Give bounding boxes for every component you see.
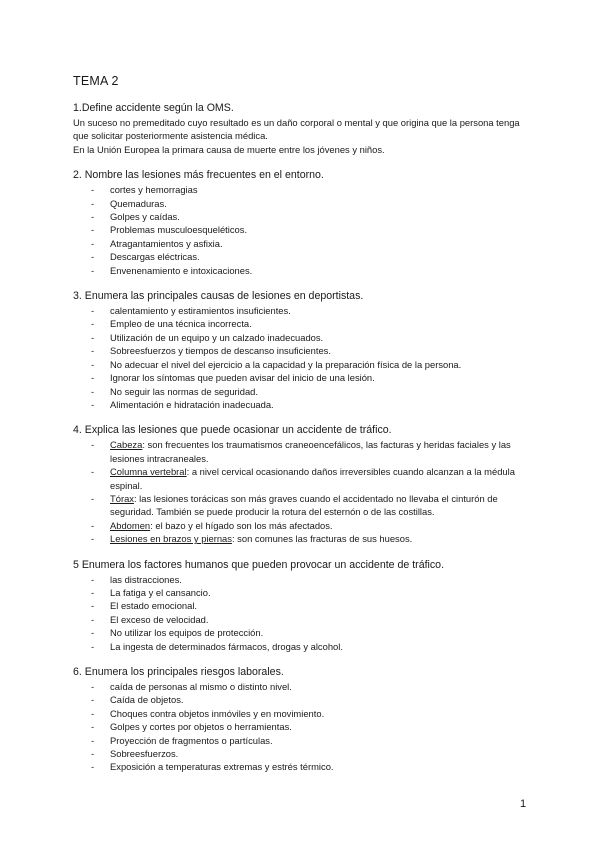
list-item: - calentamiento y estiramientos insuficientes. xyxy=(73,304,535,317)
list-item: - Alimentación e hidratación inadecuada. xyxy=(73,398,535,411)
page-title: TEMA 2 xyxy=(73,74,119,88)
list-item: - las distracciones. xyxy=(73,573,535,586)
list-item: - Quemaduras. xyxy=(73,197,535,210)
list-item: - Empleo de una técnica incorrecta. xyxy=(73,317,535,330)
definition-text: : el bazo y el hígado son los más afectados. xyxy=(150,519,333,531)
list-item: - Sobreesfuerzos y tiempos de descanso insuficientes. xyxy=(73,344,535,357)
definition-item xyxy=(73,438,535,465)
definition-text: : a nivel cervical ocasionando daños irreversibles cuando alcanzan a la médula espinal. xyxy=(110,466,515,491)
list-item: - Atragantamientos y asfixia. xyxy=(73,237,535,250)
section-list xyxy=(73,304,535,411)
list-item: - La fatiga y el cansancio. xyxy=(73,586,535,599)
page-number: 1 xyxy=(520,798,527,810)
section-list xyxy=(73,183,535,277)
list-item: - Utilización de un equipo y un calzado inadecuados. xyxy=(73,331,535,344)
section-question: 2. Nombre las lesiones más frecuentes en el entorno. xyxy=(73,169,324,182)
list-item: - No seguir las normas de seguridad. xyxy=(73,385,535,398)
section-2 xyxy=(73,168,535,277)
section-4 xyxy=(73,423,535,545)
list-item: - Descargas eléctricas. xyxy=(73,250,535,263)
section-paragraph: Un suceso no premeditado cuyo resultado es un daño corporal o mental y que origina que la persona tenga que solicitar posteriormente asistencia médica. xyxy=(73,117,520,142)
definition-text: : las lesiones torácicas son más graves cuando el accidentado no llevaba el cinturón de seguridad. También se puede producir la rotura del esternón o de las costillas. xyxy=(110,492,498,518)
definition-term: Tórax xyxy=(110,492,134,504)
section-question: 3. Enumera las principales causas de lesiones en deportistas. xyxy=(73,290,364,303)
list-item: - Envenenamiento e intoxicaciones. xyxy=(73,264,535,277)
section-question: 5 Enumera los factores humanos que pueden provocar un accidente de tráfico. xyxy=(73,558,445,571)
definition-term: Cabeza xyxy=(110,439,143,451)
list-item: - La ingesta de determinados fármacos, drogas y alcohol. xyxy=(73,640,535,653)
section-list xyxy=(73,438,535,545)
list-item: - Golpes y cortes por objetos o herramientas. xyxy=(73,720,535,733)
definition-item xyxy=(73,519,535,532)
section-paragraph: En la Unión Europea la primara causa de muerte entre los jóvenes y niños. xyxy=(73,143,385,155)
list-item: - Ignorar los síntomas que pueden avisar del inicio de una lesión. xyxy=(73,371,535,384)
section-3 xyxy=(73,289,535,411)
section-1 xyxy=(73,101,535,156)
list-item: - El estado emocional. xyxy=(73,599,535,612)
definition-term: Lesiones en brazos y piernas xyxy=(110,533,232,545)
section-5 xyxy=(73,558,535,653)
list-item: - No adecuar el nivel del ejercicio a la capacidad y la preparación física de la persona. xyxy=(73,358,535,371)
document-body xyxy=(73,101,535,786)
section-list xyxy=(73,573,535,653)
definition-item xyxy=(73,492,535,519)
definition-term: Columna vertebral xyxy=(110,466,187,478)
definition-term: Abdomen xyxy=(110,519,151,531)
list-item: - No utilizar los equipos de protección. xyxy=(73,626,535,639)
list-item: - Choques contra objetos inmóviles y en movimiento. xyxy=(73,707,535,720)
list-item: - Proyección de fragmentos o partículas. xyxy=(73,734,535,747)
definition-item xyxy=(73,532,535,545)
list-item: - caída de personas al mismo o distinto nivel. xyxy=(73,680,535,693)
definition-text: : son comunes las fracturas de sus huesos. xyxy=(231,533,413,545)
definition-item xyxy=(73,465,535,492)
section-question: 4. Explica las lesiones que puede ocasionar un accidente de tráfico. xyxy=(73,424,392,437)
section-question: 1.Define accidente según la OMS. xyxy=(73,102,234,114)
section-list xyxy=(73,680,535,774)
list-item: - Problemas musculoesqueléticos. xyxy=(73,223,535,236)
list-item: - El exceso de velocidad. xyxy=(73,613,535,626)
definition-text: : son frecuentes los traumatismos craneoencefálicos, las facturas y heridas faciales y las lesiones intracraneales. xyxy=(110,439,511,464)
list-item: - Exposición a temperaturas extremas y estrés térmico. xyxy=(73,760,535,773)
list-item: - Sobreesfuerzos. xyxy=(73,747,535,760)
section-6 xyxy=(73,665,535,774)
list-item: - cortes y hemorragias xyxy=(73,183,535,196)
section-question: 6. Enumera los principales riesgos laborales. xyxy=(73,666,284,678)
list-item: - Caída de objetos. xyxy=(73,693,535,706)
list-item: - Golpes y caídas. xyxy=(73,210,535,223)
